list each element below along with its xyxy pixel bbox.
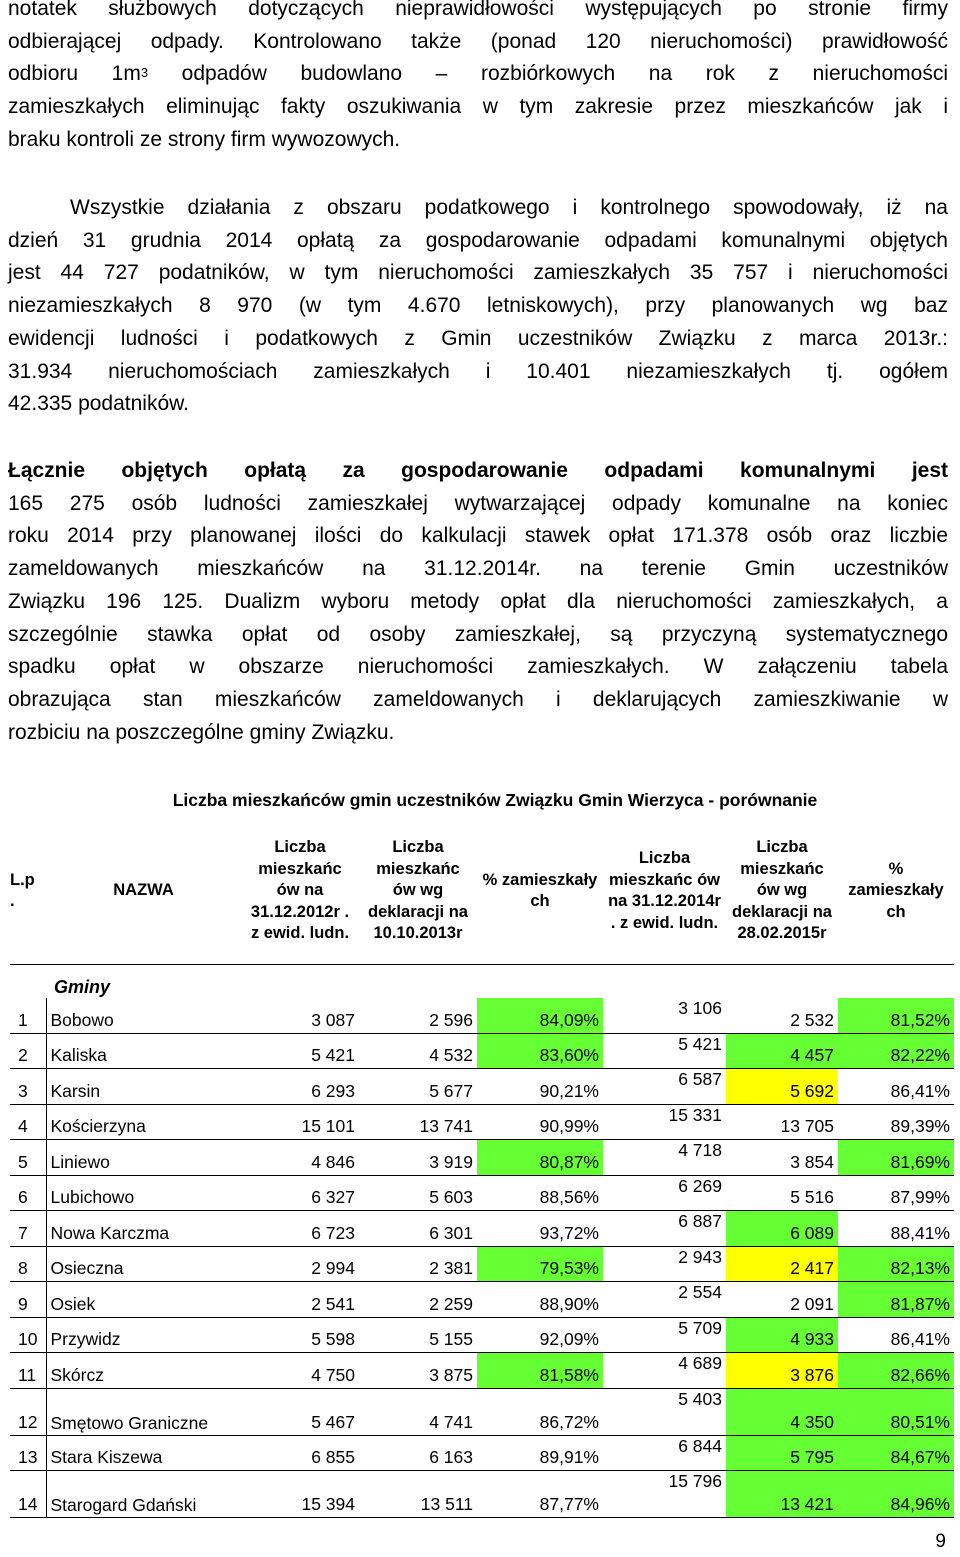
row-number-cell: 1 <box>10 998 46 1033</box>
residents-2014-cell: 2 943 <box>603 1246 726 1282</box>
residents-2012-cell: 6 723 <box>241 1211 359 1247</box>
table-row <box>10 1246 954 1282</box>
percent-2015-cell: 81,87% <box>838 1282 954 1318</box>
municipality-name-cell: Karsin <box>46 1069 241 1105</box>
row-number-cell: 10 <box>10 1317 46 1353</box>
declared-2013-cell: 3 875 <box>359 1353 477 1389</box>
header-declared-2013: Liczba mieszkańc ów wg deklaracji na 10.10.2013r <box>359 818 477 965</box>
residents-2014-cell: 5 709 <box>603 1317 726 1353</box>
table-row <box>10 1104 954 1140</box>
percent-2013-cell: 87,77% <box>477 1471 603 1518</box>
percent-2015-cell: 87,99% <box>838 1175 954 1211</box>
declared-2015-cell: 4 350 <box>726 1388 838 1435</box>
paragraph-line: braku kontroli ze strony firm wywozowych. <box>8 127 401 151</box>
row-number-cell: 4 <box>10 1104 46 1140</box>
residents-2012-cell: 5 467 <box>241 1388 359 1435</box>
percent-2013-cell: 93,72% <box>477 1211 603 1247</box>
percent-2013-cell: 92,09% <box>477 1317 603 1353</box>
municipality-name-cell: Bobowo <box>46 998 241 1033</box>
percent-2015-cell: 84,96% <box>838 1471 954 1518</box>
declared-2013-cell: 13 511 <box>359 1471 477 1518</box>
residents-2012-cell: 6 855 <box>241 1435 359 1471</box>
residents-2012-cell: 15 101 <box>241 1104 359 1140</box>
percent-2013-cell: 84,09% <box>477 998 603 1033</box>
row-number-cell: 6 <box>10 1175 46 1211</box>
percent-2013-cell: 88,56% <box>477 1175 603 1211</box>
declared-2013-cell: 4 532 <box>359 1033 477 1069</box>
declared-2013-cell: 3 919 <box>359 1140 477 1176</box>
paragraph-line: spadku opłat w obszarze nieruchomości zamieszkałych. W załączeniu tabela <box>8 655 948 679</box>
table-row <box>10 1069 954 1105</box>
declared-2015-cell: 5 795 <box>726 1435 838 1471</box>
residents-2012-cell: 6 327 <box>241 1175 359 1211</box>
percent-2015-cell: 82,13% <box>838 1246 954 1282</box>
table-row <box>10 1388 954 1435</box>
declared-2015-cell: 4 933 <box>726 1317 838 1353</box>
residents-2014-cell: 15 331 <box>603 1104 726 1140</box>
residents-2012-cell: 4 750 <box>241 1353 359 1389</box>
table-row <box>10 1471 954 1518</box>
group-row <box>10 965 954 999</box>
percent-2015-cell: 80,51% <box>838 1388 954 1435</box>
paragraph-line: 165 275 osób ludności zamieszkałej wytwarzającej odpady komunalne na koniec <box>8 491 948 515</box>
declared-2013-cell: 5 677 <box>359 1069 477 1105</box>
header-row <box>10 818 954 965</box>
row-number-cell: 2 <box>10 1033 46 1069</box>
residents-2012-cell: 15 394 <box>241 1471 359 1518</box>
paragraph-line: szczególnie stawka opłat od osoby zamieszkałej, są przyczyną systematycznego <box>8 622 948 646</box>
declared-2015-cell: 5 516 <box>726 1175 838 1211</box>
declared-2013-cell: 4 741 <box>359 1388 477 1435</box>
declared-2015-cell: 3 876 <box>726 1353 838 1389</box>
declared-2013-cell: 2 259 <box>359 1282 477 1318</box>
row-number-cell: 5 <box>10 1140 46 1176</box>
percent-2015-cell: 86,41% <box>838 1069 954 1105</box>
residents-2012-cell: 6 293 <box>241 1069 359 1105</box>
municipality-name-cell: Smętowo Graniczne <box>46 1388 241 1435</box>
paragraph-3 <box>8 455 948 749</box>
residents-2014-cell: 5 403 <box>603 1388 726 1435</box>
residents-2014-cell: 2 554 <box>603 1282 726 1318</box>
paragraph-line-bold: Łącznie objętych opłatą za gospodarowanie odpadami komunalnymi jest <box>8 459 948 482</box>
paragraph-1 <box>8 0 948 157</box>
header-percent-2015: % zamieszkały ch <box>838 818 954 965</box>
residents-2012-cell: 4 846 <box>241 1140 359 1176</box>
row-number-cell: 12 <box>10 1388 46 1435</box>
paragraph-2 <box>8 192 948 421</box>
table-row <box>10 1033 954 1069</box>
row-number-cell: 14 <box>10 1471 46 1518</box>
paragraph-line: odbierającej odpady. Kontrolowano także (ponad 120 nieruchomości) prawidłowość <box>8 29 948 53</box>
paragraph-line <box>8 192 948 225</box>
declared-2015-cell: 6 089 <box>726 1211 838 1247</box>
declared-2013-cell: 2 596 <box>359 998 477 1033</box>
residents-2014-cell: 5 421 <box>603 1033 726 1069</box>
residents-2014-cell: 4 718 <box>603 1140 726 1176</box>
table-row <box>10 1353 954 1389</box>
declared-2013-cell: 13 741 <box>359 1104 477 1140</box>
residents-2014-cell: 6 887 <box>603 1211 726 1247</box>
superscript: 3 <box>140 65 149 81</box>
percent-2015-cell: 82,66% <box>838 1353 954 1389</box>
municipality-name-cell: Lubichowo <box>46 1175 241 1211</box>
declared-2015-cell: 5 692 <box>726 1069 838 1105</box>
row-number-cell: 9 <box>10 1282 46 1318</box>
row-number-cell: 13 <box>10 1435 46 1471</box>
residents-2012-cell: 5 421 <box>241 1033 359 1069</box>
residents-2012-cell: 5 598 <box>241 1317 359 1353</box>
row-number-cell: 3 <box>10 1069 46 1105</box>
residents-2014-cell: 15 796 <box>603 1471 726 1518</box>
declared-2015-cell: 3 854 <box>726 1140 838 1176</box>
declared-2015-cell: 13 705 <box>726 1104 838 1140</box>
table-row <box>10 998 954 1033</box>
residents-2014-cell: 6 269 <box>603 1175 726 1211</box>
percent-2013-cell: 89,91% <box>477 1435 603 1471</box>
percent-2015-cell: 81,52% <box>838 998 954 1033</box>
page-number: 9 <box>935 1531 946 1552</box>
row-number-cell: 8 <box>10 1246 46 1282</box>
paragraph-line: roku 2014 przy planowanej ilości do kalkulacji stawek opłat 171.378 osób oraz liczbie <box>8 524 948 548</box>
declared-2015-cell: 2 417 <box>726 1246 838 1282</box>
municipality-name-cell: Osiek <box>46 1282 241 1318</box>
percent-2015-cell: 84,67% <box>838 1435 954 1471</box>
percent-2013-cell: 83,60% <box>477 1033 603 1069</box>
paragraph-line: niezamieszkałych 8 970 (w tym 4.670 letniskowych), przy planowanych wg baz <box>8 294 948 318</box>
declared-2015-cell: 4 457 <box>726 1033 838 1069</box>
paragraph-line: ewidencji ludności i podatkowych z Gmin uczestników Związku z marca 2013r.: <box>8 326 948 350</box>
paragraph-line: zameldowanych mieszkańców na 31.12.2014r. na terenie Gmin uczestników <box>8 557 948 581</box>
text-fragment: odpadów budowlano – rozbiórkowych na rok z nieruchomości <box>148 62 948 86</box>
percent-2015-cell: 86,41% <box>838 1317 954 1353</box>
table-row <box>10 1317 954 1353</box>
percent-2013-cell: 86,72% <box>477 1388 603 1435</box>
table-row <box>10 1140 954 1176</box>
header-percent-2013: % zamieszkały ch <box>477 818 603 965</box>
paragraph-line: rozbiciu na poszczególne gminy Związku. <box>8 720 395 744</box>
declared-2013-cell: 2 381 <box>359 1246 477 1282</box>
table-row <box>10 1211 954 1247</box>
municipality-name-cell: Starogard Gdański <box>46 1471 241 1518</box>
declared-2013-cell: 6 301 <box>359 1211 477 1247</box>
percent-2015-cell: 89,39% <box>838 1104 954 1140</box>
text-fragment: odbioru 1m <box>8 62 141 86</box>
residents-2012-cell: 2 994 <box>241 1246 359 1282</box>
paragraph-line: notatek służbowych dotyczących nieprawidłowości występujących po stronie firmy <box>8 0 948 20</box>
declared-2013-cell: 5 155 <box>359 1317 477 1353</box>
municipality-name-cell: Kościerzyna <box>46 1104 241 1140</box>
paragraph-line: 42.335 podatników. <box>8 392 189 416</box>
residents-2014-cell: 6 587 <box>603 1069 726 1105</box>
residents-2014-cell: 6 844 <box>603 1435 726 1471</box>
paragraph-line: jest 44 727 podatników, w tym nieruchomości zamieszkałych 35 757 i nieruchomości <box>8 261 948 285</box>
declared-2013-cell: 6 163 <box>359 1435 477 1471</box>
municipality-name-cell: Nowa Karczma <box>46 1211 241 1247</box>
percent-2013-cell: 80,87% <box>477 1140 603 1176</box>
population-table <box>10 818 954 1518</box>
text-fragment: Wszystkie działania z obszaru podatkowego i kontrolnego spowodowały, iż na <box>70 196 948 219</box>
declared-2015-cell: 2 091 <box>726 1282 838 1318</box>
row-number-cell: 11 <box>10 1353 46 1389</box>
municipality-name-cell: Stara Kiszewa <box>46 1435 241 1471</box>
municipality-name-cell: Kaliska <box>46 1033 241 1069</box>
group-label: Gminy <box>54 977 111 997</box>
declared-2015-cell: 2 532 <box>726 998 838 1033</box>
percent-2013-cell: 79,53% <box>477 1246 603 1282</box>
table-row <box>10 1175 954 1211</box>
declared-2013-cell: 5 603 <box>359 1175 477 1211</box>
header-name: NAZWA <box>46 818 241 965</box>
residents-2014-cell: 3 106 <box>603 998 726 1033</box>
percent-2013-cell: 90,21% <box>477 1069 603 1105</box>
table-row <box>10 1435 954 1471</box>
paragraph-line: 31.934 nieruchomościach zamieszkałych i 10.401 niezamieszkałych tj. ogółem <box>8 359 948 383</box>
declared-2015-cell: 13 421 <box>726 1471 838 1518</box>
header-lp: L.p . <box>10 818 46 965</box>
paragraph-line: Związku 196 125. Dualizm wyboru metody opłat dla nieruchomości zamieszkałych, a <box>8 589 948 613</box>
percent-2015-cell: 82,22% <box>838 1033 954 1069</box>
header-declared-2015: Liczba mieszkańc ów wg deklaracji na 28.02.2015r <box>726 818 838 965</box>
table-row <box>10 1282 954 1318</box>
percent-2013-cell: 88,90% <box>477 1282 603 1318</box>
residents-2012-cell: 3 087 <box>241 998 359 1033</box>
row-number-cell: 7 <box>10 1211 46 1247</box>
paragraph-line <box>8 58 948 91</box>
residents-2014-cell: 4 689 <box>603 1353 726 1389</box>
percent-2013-cell: 81,58% <box>477 1353 603 1389</box>
municipality-name-cell: Osieczna <box>46 1246 241 1282</box>
header-residents-2012: Liczba mieszkańc ów na 31.12.2012r . z ewid. ludn. <box>241 818 359 965</box>
residents-2012-cell: 2 541 <box>241 1282 359 1318</box>
paragraph-line: obrazująca stan mieszkańców zameldowanych i deklarujących zamieszkiwanie w <box>8 687 948 711</box>
municipality-name-cell: Skórcz <box>46 1353 241 1389</box>
paragraph-line: zamieszkałych eliminując fakty oszukiwania w tym zakresie przez mieszkańców jak i <box>8 95 948 119</box>
percent-2015-cell: 88,41% <box>838 1211 954 1247</box>
paragraph-line: dzień 31 grudnia 2014 opłatą za gospodarowanie odpadami komunalnymi objętych <box>8 228 948 252</box>
header-residents-2014: Liczba mieszkańc ów na 31.12.2014r . z ewid. ludn. <box>603 818 726 965</box>
table-title: Liczba mieszkańców gmin uczestników Związku Gmin Wierzyca - porównanie <box>172 790 818 810</box>
municipality-name-cell: Przywidz <box>46 1317 241 1353</box>
percent-2015-cell: 81,69% <box>838 1140 954 1176</box>
municipality-name-cell: Liniewo <box>46 1140 241 1176</box>
percent-2013-cell: 90,99% <box>477 1104 603 1140</box>
